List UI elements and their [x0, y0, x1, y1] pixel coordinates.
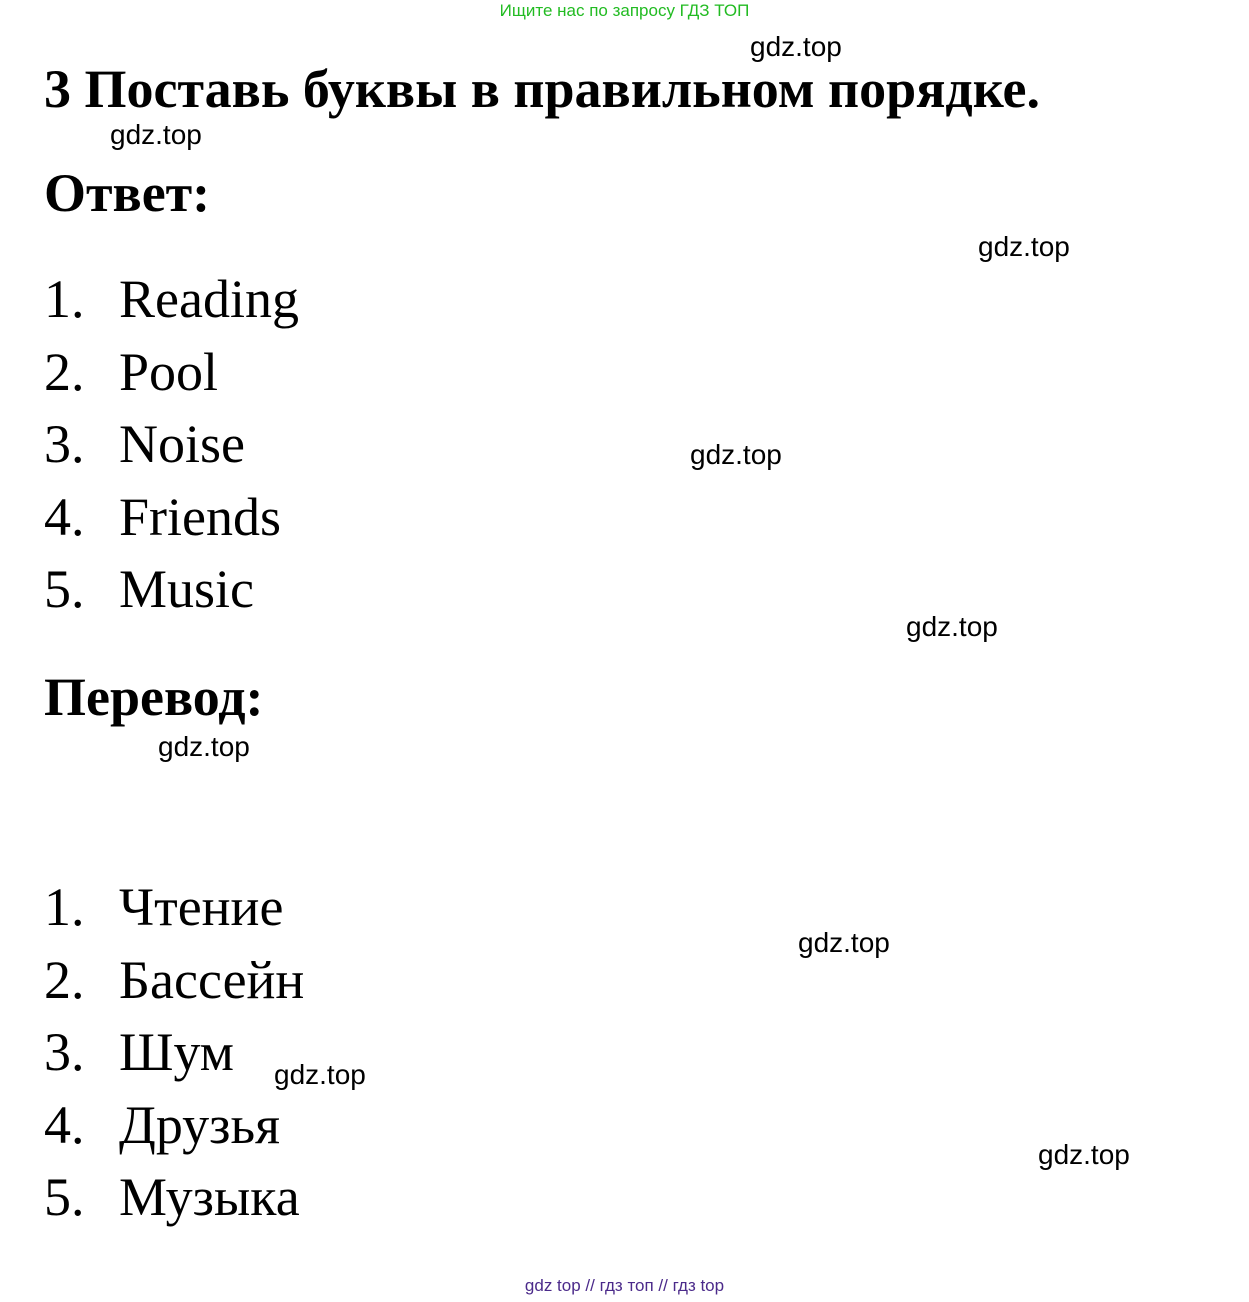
top-banner: Ищите нас по запросу ГДЗ ТОП [499, 1, 750, 20]
watermark: gdz.top [274, 1059, 366, 1090]
translation-heading: Перевод: [44, 667, 264, 727]
footer-links[interactable]: gdz top // гдз топ // гдз top [524, 1276, 725, 1295]
translation-word: Музыка [119, 1167, 300, 1227]
watermark: gdz.top [750, 31, 842, 62]
item-number: 2. [44, 341, 85, 402]
answer-word: Music [119, 559, 254, 619]
item-number: 1. [44, 877, 85, 937]
item-number: 5. [44, 559, 85, 619]
task-title: 3 Поставь буквы в правильном порядке. [44, 59, 1040, 119]
item-number: 4. [44, 486, 85, 547]
watermark: gdz.top [798, 927, 890, 958]
watermark: gdz.top [978, 231, 1070, 262]
answer-word: Pool [119, 341, 219, 402]
watermark: gdz.top [158, 731, 250, 762]
translation-word: Друзья [119, 1094, 280, 1155]
item-number: 2. [44, 949, 85, 1010]
watermark: gdz.top [690, 439, 782, 470]
watermark: gdz.top [110, 119, 202, 150]
item-number: 5. [44, 1167, 85, 1227]
item-number: 3. [44, 1022, 85, 1082]
translation-word: Чтение [119, 877, 284, 937]
answer-heading: Ответ: [44, 163, 211, 223]
item-number: 3. [44, 414, 85, 474]
watermark: gdz.top [906, 611, 998, 642]
translation-word: Бассейн [119, 949, 305, 1010]
watermark: gdz.top [1038, 1139, 1130, 1170]
answer-word: Reading [119, 269, 299, 329]
item-number: 1. [44, 269, 85, 329]
answer-word: Noise [119, 414, 245, 474]
translation-word: Шум [119, 1022, 234, 1082]
item-number: 4. [44, 1094, 85, 1155]
answer-word: Friends [119, 486, 281, 547]
